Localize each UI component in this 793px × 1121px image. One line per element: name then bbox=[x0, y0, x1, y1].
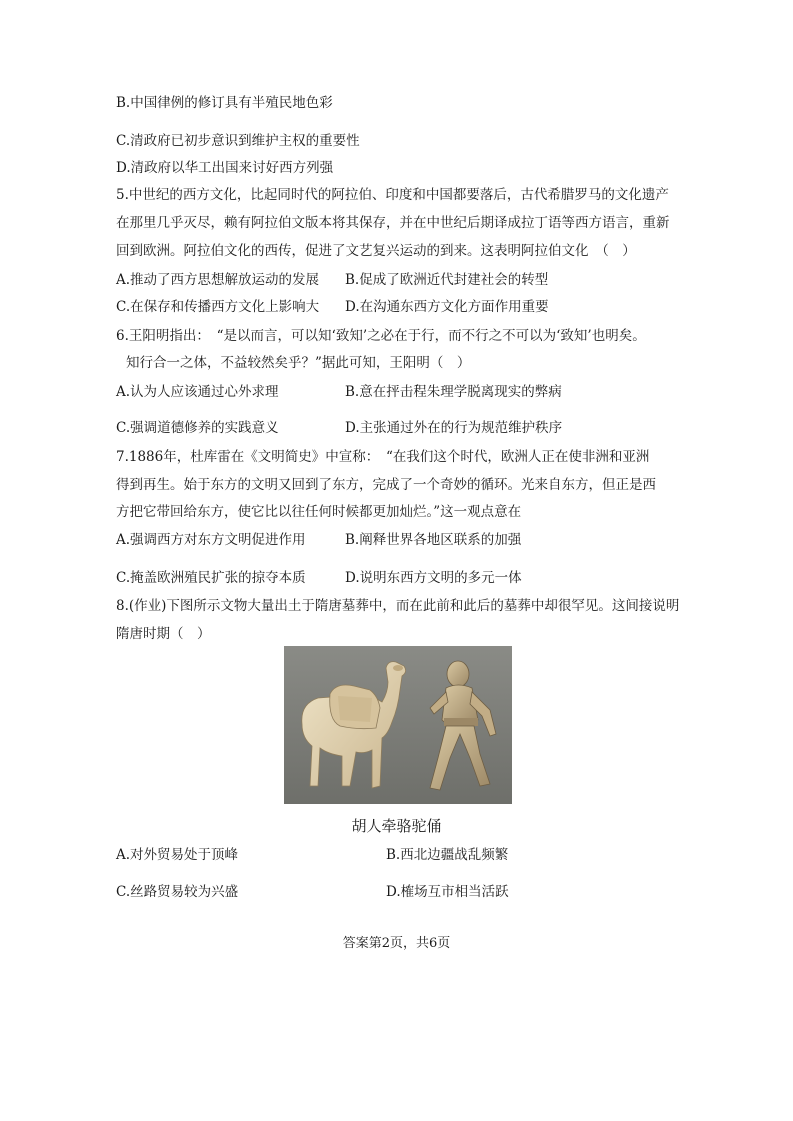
page-footer: 答案第2页，共6页 bbox=[342, 936, 451, 951]
q8-stem-line-2: 隋唐时期（ ） bbox=[116, 626, 211, 642]
q5-option-d: D.在沟通东西方文化方面作用重要 bbox=[345, 299, 549, 315]
q8-option-a: A.对外贸易处于顶峰 bbox=[116, 847, 239, 863]
q8-option-b: B.西北边疆战乱频繁 bbox=[386, 847, 509, 863]
q7-option-a: A.强调西方对东方文明促进作用 bbox=[116, 532, 306, 548]
camel-figurine-photo bbox=[284, 646, 512, 804]
q4-option-d: D.清政府以华工出国来讨好西方列强 bbox=[116, 160, 334, 176]
q6-option-d: D.主张通过外在的行为规范维护秩序 bbox=[345, 420, 563, 436]
q5-option-c: C.在保存和传播西方文化上影响大 bbox=[116, 299, 320, 315]
q7-stem-line-3: 方把它带回给东方，使它比以往任何时候都更加灿烂。”这一观点意在 bbox=[116, 504, 522, 520]
q6-option-a: A.认为人应该通过心外求理 bbox=[116, 384, 279, 400]
q7-stem-line-2: 得到再生。始于东方的文明又回到了东方，完成了一个奇妙的循环。光来自东方，但正是西 bbox=[116, 477, 656, 493]
q6-stem-line-2: 知行合一之体，不益较然矣乎？”据此可知，王阳明（ ） bbox=[126, 355, 471, 371]
q6-option-b: B.意在抨击程朱理学脱离现实的弊病 bbox=[345, 384, 562, 400]
q7-stem-line-1: 7.1886年，杜库雷在《文明简史》中宣称： “在我们这个时代，欧洲人正在使非洲和亚洲 bbox=[116, 449, 650, 465]
q8-stem-line-1: 8.(作业)下图所示文物大量出土于隋唐墓葬中，而在此前和此后的墓葬中却很罕见。这间接说明 bbox=[116, 598, 680, 614]
q6-option-c: C.强调道德修养的实践意义 bbox=[116, 420, 279, 436]
q7-option-c: C.掩盖欧洲殖民扩张的掠夺本质 bbox=[116, 570, 306, 586]
q4-option-b: B.中国律例的修订具有半殖民地色彩 bbox=[116, 95, 333, 111]
q5-stem-line-3: 回到欧洲。阿拉伯文化的西传，促进了文艺复兴运动的到来。这表明阿拉伯文化 （ ） bbox=[116, 243, 636, 259]
q8-option-d: D.榷场互市相当活跃 bbox=[386, 884, 509, 900]
q5-option-a: A.推动了西方思想解放运动的发展 bbox=[116, 272, 320, 288]
q4-option-c: C.清政府已初步意识到维护主权的重要性 bbox=[116, 133, 360, 149]
q6-stem-line-1: 6.王阳明指出： “是以而言，可以知‘致知’之必在于行，而不行之不可以为‘致知’也明矣。 bbox=[116, 328, 646, 344]
q7-option-b: B.阐释世界各地区联系的加强 bbox=[345, 532, 522, 548]
q7-option-d: D.说明东西方文明的多元一体 bbox=[345, 570, 522, 586]
q5-stem-line-2: 在那里几乎灭尽，赖有阿拉伯文版本将其保存，并在中世纪后期译成拉丁语等西方语言，重新 bbox=[116, 215, 670, 231]
q5-option-b: B.促成了欧洲近代封建社会的转型 bbox=[345, 272, 549, 288]
photo-caption: 胡人牵骆驼俑 bbox=[351, 817, 442, 835]
q5-stem-line-1: 5.中世纪的西方文化，比起同时代的阿拉伯、印度和中国都要落后，古代希腊罗马的文化遗产 bbox=[116, 187, 669, 203]
q8-option-c: C.丝路贸易较为兴盛 bbox=[116, 884, 239, 900]
